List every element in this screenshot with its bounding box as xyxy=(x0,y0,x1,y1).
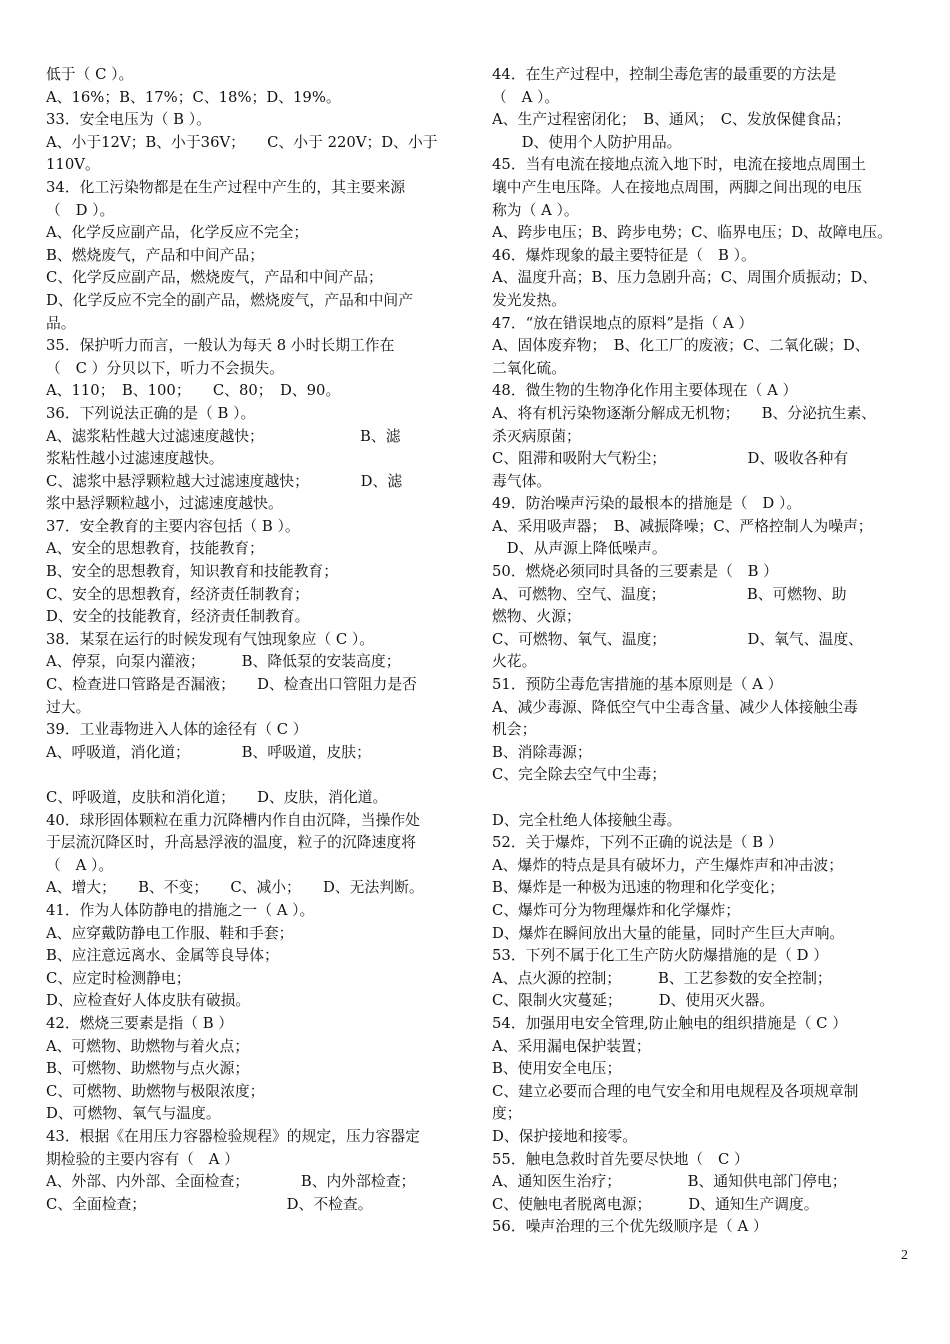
text-line: 110V。 xyxy=(46,156,100,174)
text-line: C、阻滞和吸附大气粉尘； D、吸收各种有 xyxy=(492,450,849,468)
text-line: A、采用漏电保护装置； xyxy=(492,1037,651,1055)
text-line: B、使用安全电压； xyxy=(492,1060,622,1078)
text-line: 36．下列说法正确的是（ B ）。 xyxy=(46,404,256,422)
text-line: A、16%；B、17%；C、18%；D、19%。 xyxy=(46,88,341,106)
text-line: 41．作为人体防静电的措施之一（ A ）。 xyxy=(46,901,315,919)
text-line: 50．燃烧必须同时具备的三要素是（ B ） xyxy=(492,563,778,581)
text-line: 二氧化硫。 xyxy=(492,359,566,377)
text-line xyxy=(46,764,460,787)
text-line: C、应定时检测静电； xyxy=(46,969,191,987)
text-line: 39．工业毒物进入人体的途径有（ C ） xyxy=(46,721,308,739)
text-line: 火花。 xyxy=(492,653,537,671)
text-line: C、可燃物、氧气、温度； D、氧气、温度、 xyxy=(492,630,863,648)
text-line: D、安全的技能教育，经济责任制教育。 xyxy=(46,608,310,626)
text-line: 54．加强用电安全管理,防止触电的组织措施是（ C ） xyxy=(492,1014,847,1032)
text-line: 51．预防尘毒危害措施的基本原则是（ A ） xyxy=(492,676,783,694)
text-line: A、110； B、100； C、80； D、90。 xyxy=(46,382,341,400)
text-line: B、可燃物、助燃物与点火源； xyxy=(46,1060,250,1078)
text-line: 浆粘性越小过滤速度越快。 xyxy=(46,450,224,468)
text-line: 43．根据《在用压力容器检验规程》的规定，压力容器定 xyxy=(46,1127,420,1145)
text-line: 机会； xyxy=(492,721,537,739)
text-line: B、爆炸是一种极为迅速的物理和化学变化； xyxy=(492,879,785,897)
text-line: 52．关于爆炸，下列不正确的说法是（ B ） xyxy=(492,834,783,852)
text-line: A、通知医生治疗； B、通知供电部门停电； xyxy=(492,1173,847,1191)
text-line: A、外部、内外部、全面检查； B、内外部检查； xyxy=(46,1173,416,1191)
text-line: B、安全的思想教育，知识教育和技能教育； xyxy=(46,563,339,581)
text-line: B、燃烧废气，产品和中间产品； xyxy=(46,246,265,264)
text-line: 49．防治噪声污染的最根本的措施是（ D ）。 xyxy=(492,495,802,513)
text-line: 48．微生物的生物净化作用主要体现在（ A ） xyxy=(492,382,798,400)
text-line: 46．爆炸现象的最主要特征是（ B ）。 xyxy=(492,246,756,264)
text-line: 过大。 xyxy=(46,698,91,716)
text-line: 称为（ A ）。 xyxy=(492,201,579,219)
text-line: 壤中产生电压降。人在接地点周围，两脚之间出现的电压 xyxy=(492,178,862,196)
text-line: D、爆炸在瞬间放出大量的能量，同时产生巨大声响。 xyxy=(492,924,845,942)
text-line: 燃物、火源； xyxy=(492,608,581,626)
text-line: D、保护接地和接零。 xyxy=(492,1127,638,1145)
text-line: 于层流沉降区时，升高悬浮液的温度，粒子的沉降速度将 xyxy=(46,834,416,852)
text-line: 发光发热。 xyxy=(492,291,566,309)
text-line: A、呼吸道，消化道； B、呼吸道，皮肤； xyxy=(46,743,371,761)
text-line: 度； xyxy=(492,1105,522,1123)
text-line: A、采用吸声器； B、减振降噪；C、严格控制人为噪声； xyxy=(492,517,873,535)
text-line: A、滤浆粘性越大过滤速度越快； B、滤 xyxy=(46,427,401,445)
text-line: 56．噪声治理的三个优先级顺序是（ A ） xyxy=(492,1218,768,1236)
text-line: A、应穿戴防静电工作服、鞋和手套； xyxy=(46,924,294,942)
text-line: （ A ）。 xyxy=(46,856,114,874)
text-line: C、化学反应副产品，燃烧废气，产品和中间产品； xyxy=(46,269,383,287)
text-line: 53．下列不属于化工生产防火防爆措施的是（ D ） xyxy=(492,947,829,965)
text-line: A、爆炸的特点是具有破坏力，产生爆炸声和冲击波； xyxy=(492,856,844,874)
text-line xyxy=(492,787,906,810)
text-line: A、小于12V；B、小于36V； C、小于 220V；D、小于 xyxy=(46,133,438,151)
text-line: 38．某泵在运行的时候发现有气蚀现象应（ C ）。 xyxy=(46,630,375,648)
text-line: A、可燃物、空气、温度； B、可燃物、助 xyxy=(492,585,847,603)
text-line: A、跨步电压；B、跨步电势；C、临界电压；D、故障电压。 xyxy=(492,224,892,242)
text-line: 低于（ C ）。 xyxy=(46,66,134,83)
text-line: 浆中悬浮颗粒越小，过滤速度越快。 xyxy=(46,495,283,513)
text-line: 55．触电急救时首先要尽快地（ C ） xyxy=(492,1150,749,1168)
text-line: （ A ）。 xyxy=(492,88,560,106)
text-line: A、点火源的控制； B、工艺参数的安全控制； xyxy=(492,969,832,987)
text-line: 37．安全教育的主要内容包括（ B ）。 xyxy=(46,517,300,535)
text-line: C、限制火灾蔓延； D、使用灭火器。 xyxy=(492,992,775,1010)
text-line: 40．球形固体颗粒在重力沉降槽内作自由沉降，当操作处 xyxy=(46,811,420,829)
text-line: 42．燃烧三要素是指（ B ） xyxy=(46,1014,234,1032)
text-line: 34．化工污染物都是在生产过程中产生的，其主要来源 xyxy=(46,178,406,196)
text-line: A、增大； B、不变； C、减小； D、无法判断。 xyxy=(46,879,424,897)
text-line: C、滤浆中悬浮颗粒越大过滤速度越快； D、滤 xyxy=(46,472,403,490)
text-line: A、减少毒源、降低空气中尘毒含量、减少人体接触尘毒 xyxy=(492,698,858,716)
text-line: C、安全的思想教育，经济责任制教育； xyxy=(46,585,309,603)
text-line: B、消除毒源； xyxy=(492,743,592,761)
left-column xyxy=(46,64,460,1216)
text-line: D、使用个人防护用品。 xyxy=(492,133,682,151)
text-line: C、全面检查； D、不检查。 xyxy=(46,1195,373,1213)
text-line: A、温度升高；B、压力急剧升高；C、周围介质振动；D、 xyxy=(492,269,878,287)
text-line: D、应检查好人体皮肤有破损。 xyxy=(46,992,251,1010)
text-line: D、化学反应不完全的副产品，燃烧废气，产品和中间产 xyxy=(46,291,413,309)
text-line: A、停泵，向泵内灌液； B、降低泵的安装高度； xyxy=(46,653,401,671)
text-line: 44．在生产过程中，控制尘毒危害的最重要的方法是 xyxy=(492,66,837,83)
text-line: C、可燃物、助燃物与极限浓度； xyxy=(46,1082,265,1100)
text-line: 杀灭病原菌； xyxy=(492,427,581,445)
text-line: C、呼吸道，皮肤和消化道； D、皮肤，消化道。 xyxy=(46,789,388,806)
text-line: C、爆炸可分为物理爆炸和化学爆炸； xyxy=(492,901,741,919)
right-column xyxy=(492,64,906,1239)
text-line: 47．“放在错误地点的原料”是指（ A ） xyxy=(492,314,754,332)
text-line: A、将有机污染物逐渐分解成无机物； B、分泌抗生素、 xyxy=(492,404,877,422)
text-line: 45．当有电流在接地点流入地下时，电流在接地点周围土 xyxy=(492,156,866,174)
text-line: （ D ）。 xyxy=(46,201,115,219)
text-line: 品。 xyxy=(46,314,76,332)
text-line: C、完全除去空气中尘毒； xyxy=(492,766,667,784)
text-line: A、安全的思想教育，技能教育； xyxy=(46,540,264,558)
text-line: C、使触电者脱离电源； D、通知生产调度。 xyxy=(492,1195,819,1213)
text-line: A、可燃物、助燃物与着火点； xyxy=(46,1037,250,1055)
text-line: A、化学反应副产品，化学反应不完全； xyxy=(46,224,309,242)
text-line: 期检验的主要内容有（ A ） xyxy=(46,1150,239,1168)
text-line: C、建立必要而合理的电气安全和用电规程及各项规章制 xyxy=(492,1082,859,1100)
text-line: D、完全杜绝人体接触尘毒。 xyxy=(492,811,682,829)
text-line: 33．安全电压为（ B ）。 xyxy=(46,111,211,129)
text-line: D、从声源上降低噪声。 xyxy=(492,540,667,558)
text-line: C、检查进口管路是否漏液； D、检查出口管阻力是否 xyxy=(46,676,417,694)
text-line: 35．保护听力而言，一般认为每天 8 小时长期工作在 xyxy=(46,337,395,355)
text-line: A、固体废弃物； B、化工厂的废液；C、二氧化碳；D、 xyxy=(492,337,870,355)
text-line: B、应注意远离水、金属等良导体； xyxy=(46,947,279,965)
text-line: 毒气体。 xyxy=(492,472,552,490)
text-line: A、生产过程密闭化； B、通风； C、发放保健食品； xyxy=(492,111,851,129)
text-line: （ C ）分贝以下，听力不会损失。 xyxy=(46,359,284,377)
text-line: D、可燃物、氧气与温度。 xyxy=(46,1105,221,1123)
page-number: 2 xyxy=(901,1248,908,1263)
